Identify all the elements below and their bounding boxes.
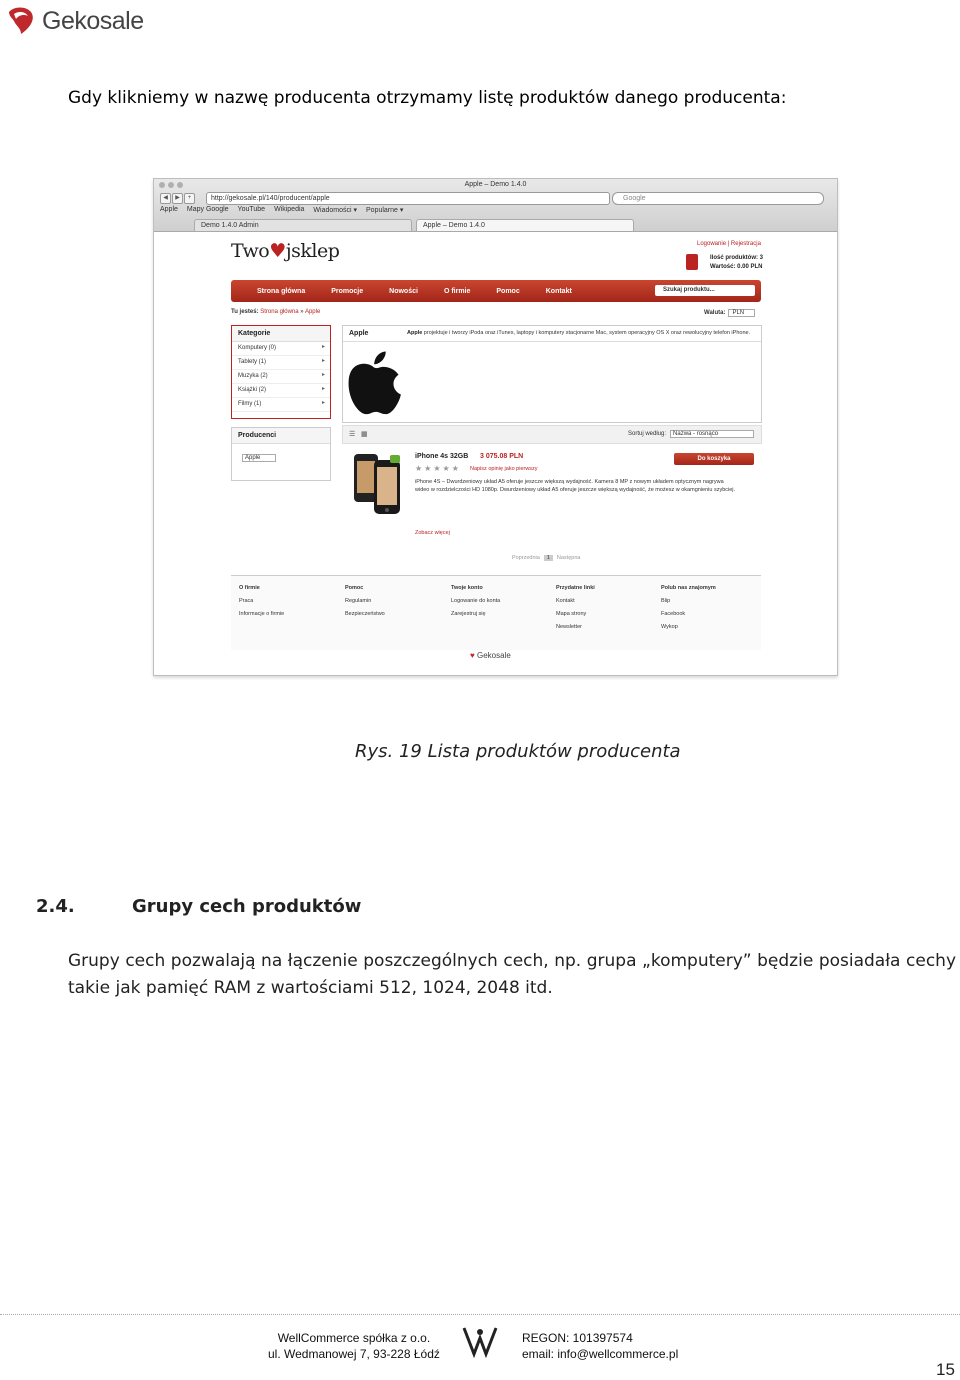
gekosale-mini-icon: ♥ bbox=[470, 651, 475, 660]
pagination bbox=[512, 555, 580, 561]
page-number: 15 bbox=[936, 1360, 955, 1379]
menu-item-contact[interactable]: Kontakt bbox=[545, 287, 572, 295]
shop-page bbox=[154, 232, 837, 675]
login-links[interactable]: Logowanie | Rejestracja bbox=[697, 241, 761, 247]
shop-footer bbox=[231, 575, 761, 650]
company-regon: REGON: 101397574 bbox=[522, 1331, 633, 1345]
list-view-icon[interactable]: ▦ bbox=[361, 431, 368, 438]
figure-caption: Rys. 19 Lista produktów producenta bbox=[355, 741, 681, 762]
footer-social-link[interactable]: Blip bbox=[661, 598, 671, 604]
footer-brand bbox=[470, 651, 511, 660]
category-item[interactable]: Muzyka (2) ▸ bbox=[232, 370, 330, 384]
write-review-link[interactable]: Napisz opinię jako pierwszy bbox=[470, 466, 538, 472]
currency-select[interactable]: PLN bbox=[728, 309, 755, 317]
bookmark-item[interactable]: Apple bbox=[160, 206, 178, 213]
rating-stars-icon[interactable]: ★★★★★ bbox=[415, 464, 461, 473]
back-icon[interactable]: ◀ bbox=[160, 193, 171, 204]
sort-control bbox=[628, 430, 754, 438]
menu-item-new[interactable]: Nowości bbox=[389, 287, 418, 295]
footer-column-title: Przydatne linki bbox=[556, 585, 595, 591]
categories-box bbox=[231, 325, 331, 419]
browser-chrome bbox=[154, 179, 837, 232]
bookmark-item[interactable]: Wiadomości ▾ bbox=[313, 207, 358, 214]
intro-paragraph: Gdy klikniemy w nazwę producenta otrzymamy listę produktów danego producenta: bbox=[68, 88, 787, 108]
footer-link[interactable]: Informacje o firmie bbox=[239, 611, 285, 617]
menu-item-home[interactable]: Strona główna bbox=[257, 287, 306, 295]
footer-link[interactable]: Kontakt bbox=[556, 598, 575, 604]
product-search-input[interactable]: Szukaj produktu... bbox=[655, 285, 755, 296]
tab-demo-admin[interactable]: Demo 1.4.0 Admin bbox=[194, 219, 412, 231]
sort-bar bbox=[342, 425, 762, 444]
footer-link[interactable]: Logowanie do konta bbox=[451, 598, 501, 604]
footer-divider bbox=[0, 1314, 960, 1315]
shop-logo[interactable] bbox=[231, 240, 339, 262]
company-address: ul. Wedmanowej 7, 93-228 Łódź bbox=[268, 1347, 440, 1361]
shop-logo-part: jsklep bbox=[285, 240, 340, 262]
currency-label: Waluta: bbox=[704, 310, 726, 316]
company-info bbox=[268, 1330, 440, 1362]
section-number: 2.4. bbox=[36, 896, 75, 917]
forward-icon[interactable]: ▶ bbox=[172, 193, 183, 204]
producer-title: Apple bbox=[343, 326, 761, 342]
pager-page[interactable]: 1 bbox=[544, 555, 553, 561]
bookmark-item[interactable]: Popularne ▾ bbox=[366, 207, 404, 214]
category-item[interactable]: Książki (2) ▸ bbox=[232, 384, 330, 398]
producers-title: Producenci bbox=[232, 428, 330, 444]
product-description: iPhone 4S – Dwurdzeniowy układ A5 oferuje jeszcze większą wydajność. Kamera 8 MP z nowym układem optycznym nagrywa wideo w rozdzielczości HD 1080p. Dwurdzeniowy układ A5 oferuje jeszcze większą wydajność, że możesz w okamgnieniu szybciej. bbox=[415, 479, 736, 493]
body-paragraph: Grupy cech pozwalają na łączenie poszczególnych cech, np. grupa „komputery” będzie posiadała cechy takie jak pamięć RAM z wartościami 512, 1024, 2048 itd. bbox=[68, 951, 956, 998]
producers-box bbox=[231, 427, 331, 481]
producers-select[interactable]: Apple bbox=[242, 454, 276, 462]
pager-prev[interactable]: Poprzednia bbox=[512, 555, 540, 561]
wellcommerce-logo-icon bbox=[460, 1324, 500, 1360]
breadcrumb bbox=[231, 309, 320, 315]
footer-column bbox=[451, 582, 500, 621]
footer-column bbox=[345, 582, 385, 621]
menu-item-help[interactable]: Pomoc bbox=[496, 287, 520, 295]
product-price: 3 075.08 PLN bbox=[480, 453, 524, 460]
cart-icon[interactable] bbox=[686, 254, 698, 270]
producer-description bbox=[407, 329, 752, 337]
browser-search-input[interactable]: Google bbox=[612, 192, 824, 205]
currency-selector bbox=[704, 309, 755, 317]
sort-label: Sortuj według: bbox=[628, 431, 667, 437]
category-item[interactable]: Komputery (0) ▸ bbox=[232, 342, 330, 356]
breadcrumb-home[interactable]: Strona główna bbox=[260, 309, 299, 315]
producer-box bbox=[342, 325, 762, 423]
producer-desc-text: projektuje i tworzy iPoda oraz iTunes, laptopy i komputery stacjonarne Mac, system operacyjny OS X oraz rewolucyjny telefon iPhone. bbox=[422, 330, 751, 336]
address-bar[interactable]: http://gekosale.pl/140/producent/apple bbox=[206, 192, 610, 205]
footer-link[interactable]: Mapa strony bbox=[556, 611, 587, 617]
cart-value: Wartość: 0.00 PLN bbox=[710, 264, 763, 270]
menu-item-promotions[interactable]: Promocje bbox=[331, 287, 364, 295]
footer-brand-text: Gekosale bbox=[476, 651, 511, 660]
product-name[interactable]: iPhone 4s 32GB bbox=[415, 453, 469, 460]
window-title: Apple – Demo 1.4.0 bbox=[464, 181, 527, 188]
shop-logo-part: Two bbox=[231, 240, 270, 262]
bookmark-item[interactable]: Mapy Google bbox=[186, 206, 229, 213]
footer-social-link[interactable]: Facebook bbox=[661, 611, 686, 617]
grid-view-icon[interactable]: ☰ bbox=[349, 431, 356, 438]
footer-link[interactable]: Bezpieczeństwo bbox=[345, 611, 385, 617]
sort-select[interactable]: Nazwa - rosnąco bbox=[670, 430, 754, 438]
pager-next[interactable]: Następna bbox=[556, 555, 581, 561]
footer-link[interactable]: Zarejestruj się bbox=[451, 611, 486, 617]
footer-column bbox=[239, 582, 284, 621]
apple-logo-icon bbox=[344, 349, 402, 419]
producer-name: Apple bbox=[407, 330, 423, 336]
tab-apple[interactable]: Apple – Demo 1.4.0 bbox=[416, 219, 634, 231]
cart-summary bbox=[710, 254, 763, 272]
footer-column-title: Twoje konto bbox=[451, 585, 483, 591]
gekosale-logo bbox=[6, 6, 144, 36]
footer-column-title: O firmie bbox=[239, 585, 260, 591]
cart-count: Ilość produktów: 3 bbox=[710, 255, 764, 261]
menu-item-about[interactable]: O firmie bbox=[443, 287, 471, 295]
company-name: WellCommerce spółka z o.o. bbox=[277, 1331, 431, 1345]
see-more-link[interactable]: Zobacz więcej bbox=[415, 530, 450, 536]
breadcrumb-current[interactable]: Apple bbox=[304, 309, 321, 315]
bookmark-item[interactable]: Wikipedia bbox=[274, 206, 305, 213]
bookmark-add-icon[interactable]: + bbox=[184, 193, 195, 204]
add-to-cart-button[interactable]: Do koszyka bbox=[674, 453, 754, 465]
footer-column-title: Pomoc bbox=[345, 585, 364, 591]
category-item[interactable]: Filmy (1) ▸ bbox=[232, 398, 330, 412]
heart-icon: ♥ bbox=[269, 240, 286, 262]
footer-link[interactable]: Praca bbox=[239, 598, 254, 604]
footer-column-title: Polub nas znajomym bbox=[661, 585, 716, 591]
iphone-product-image[interactable] bbox=[352, 452, 408, 520]
section-title: Grupy cech produktów bbox=[132, 896, 362, 917]
browser-screenshot bbox=[153, 178, 838, 676]
footer-link[interactable]: Regulamin bbox=[345, 598, 372, 604]
breadcrumb-separator: » bbox=[300, 309, 304, 315]
company-contact bbox=[522, 1330, 678, 1362]
bookmark-item[interactable]: YouTube bbox=[237, 206, 266, 213]
gekosale-logo-icon bbox=[6, 6, 36, 36]
footer-social-link[interactable]: Wykop bbox=[661, 624, 678, 630]
company-email: email: info@wellcommerce.pl bbox=[522, 1347, 679, 1361]
bookmarks-bar bbox=[160, 206, 403, 214]
footer-link[interactable]: Newsletter bbox=[556, 624, 582, 630]
gekosale-brand-text: Gekosale bbox=[42, 6, 144, 35]
tab-bar bbox=[154, 217, 837, 231]
section-heading bbox=[36, 896, 361, 917]
footer-column bbox=[661, 582, 716, 634]
footer-column bbox=[556, 582, 595, 634]
breadcrumb-label: Tu jesteś: bbox=[231, 309, 259, 315]
categories-title: Kategorie bbox=[232, 326, 330, 342]
main-menu bbox=[231, 280, 761, 302]
category-item[interactable]: Tablety (1) ▸ bbox=[232, 356, 330, 370]
